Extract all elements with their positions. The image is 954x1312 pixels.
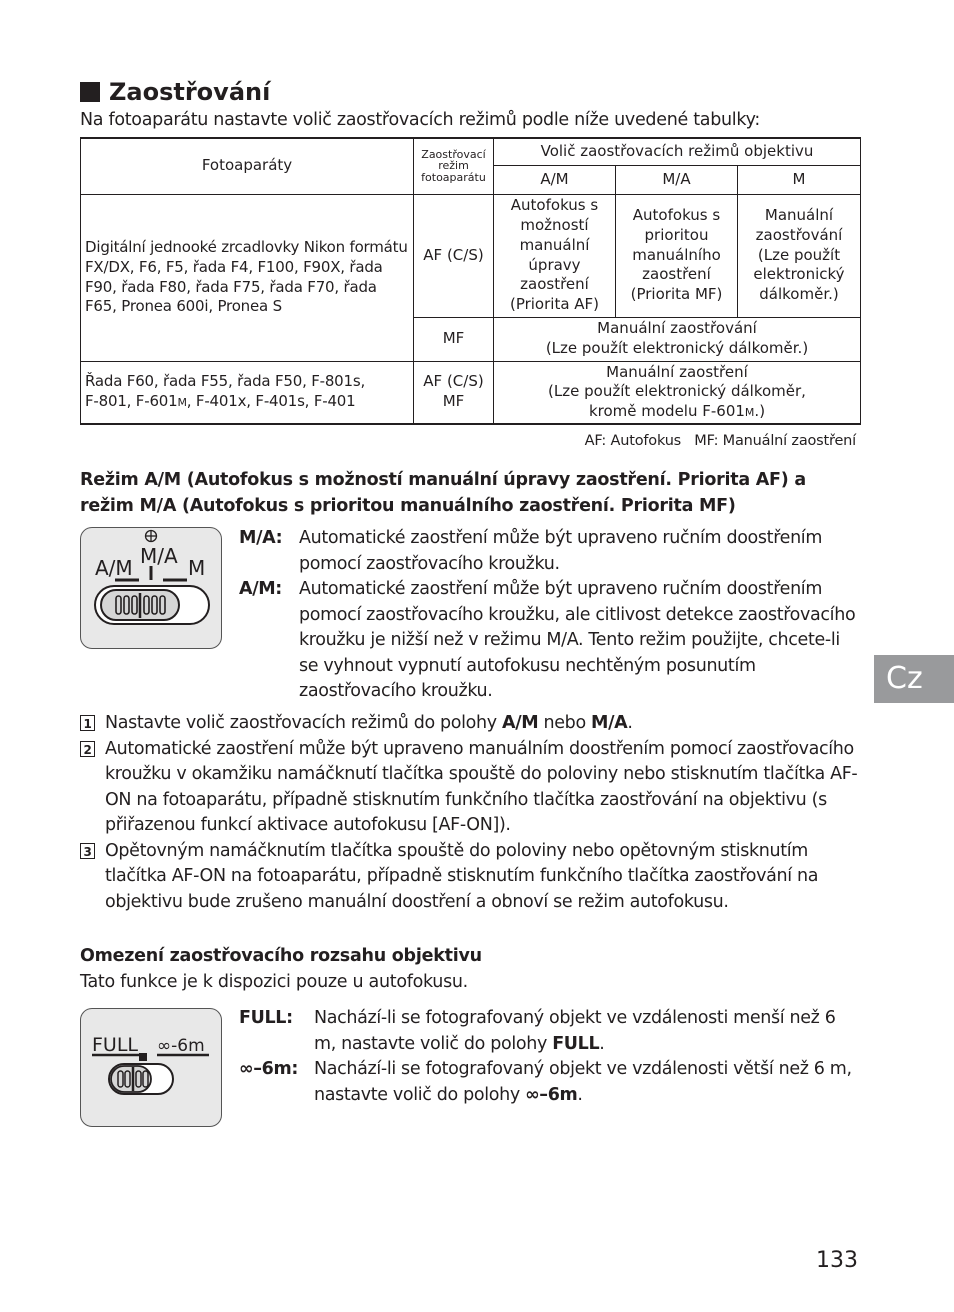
row2-text-3a: kromě modelu F-601 [588,402,745,421]
section-title-text: Zaostřování [109,78,271,106]
header-cameras: Fotoaparáty [81,138,414,194]
row2-text-3b: M [744,406,755,420]
step-1-text-d: M/A [591,713,628,733]
am-ma-heading [80,467,880,519]
intro-text: Na fotoaparátu nastavte volič zaostřovacích režimů podle níže uvedené tabulky: [80,110,760,130]
am-ma-heading-line2: režim M/A (Autofokus s prioritou manuálního zaostření. Priorita MF) [80,496,736,516]
def-full-text-b: FULL [552,1033,600,1054]
row2-cameras-text-b: M [177,396,187,410]
def-full-text-a: Nachází-li se fotografovaný objekt ve vzdálenosti menší než 6 m, nastavte volič do polohy [314,1008,836,1054]
def-ma [239,526,859,577]
row1-mf-line1: Manuální zaostřování [597,319,757,338]
def-am [239,577,859,705]
step-1-text-b: A/M [502,713,539,733]
def-ma-term: M/A: [239,528,283,548]
row2-mode-af: AF (C/S) [423,372,484,391]
language-tab: Cz [874,655,954,703]
table-legend: AF: Autofokus MF: Manuální zaostření [584,433,856,449]
header-ma: M/A [616,165,738,194]
def-inf-text [314,1057,859,1108]
header-m: M [738,165,861,194]
row1-mode-mf: MF [414,317,494,361]
header-am: A/M [494,165,616,194]
limit-text: Tato funkce je k dispozici pouze u autofokusu. [80,972,468,992]
row2-text-line2: (Lze použít elektronický dálkoměr, [548,382,806,401]
row1-mode-af: AF (C/S) [414,194,494,317]
step-number: 2 [80,741,95,757]
def-inf [239,1057,859,1108]
focus-limit-switch-illustration [80,1008,222,1127]
dial-label-am: A/M [95,556,133,580]
square-bullet-icon [80,82,100,102]
row2-mode-mf: MF [442,392,465,411]
def-inf-text-a: Nachází-li se fotografovaný objekt ve vzdálenosti větší než 6 m, nastavte volič do polohy [314,1059,852,1105]
steps-list [80,711,860,915]
compatibility-table [80,137,861,425]
row1-cameras: Digitální jednooké zrcadlovky Nikon formátu FX/DX, F6, F5, řada F4, F100, F90X, řada F90, řada F80, řada F75, řada F70, řada F65, Pronea 600i, Pronea S [81,194,414,361]
def-inf-text-c: . [577,1084,583,1105]
header-lens-switch: Volič zaostřovacích režimů objektivu [494,138,861,165]
limit-definitions [239,1006,859,1108]
row2-cameras-text-a: F-801, F-601 [85,392,178,411]
step-1-text-a: Nastavte volič zaostřovacích režimů do polohy [105,713,502,733]
row2-cameras-line1: Řada F60, řada F55, řada F50, F-801s, [85,372,366,391]
step-3-text: Opětovným namáčknutím tlačítka spouště do poloviny nebo opětovným stisknutím tlačítka AF-ON na fotoaparátu, případně stisknutím funkčního tlačítka zaostřování na objektivu bude zrušeno manuální doostření a obnoví se režim autofokusu. [105,840,819,912]
def-full-text [314,1006,859,1057]
def-inf-term: ∞–6m: [239,1059,298,1079]
row1-am: Autofokus s možností manuální úpravy zaostření (Priorita AF) [494,194,616,317]
section-title [80,78,270,106]
row1-ma: Autofokus s prioritou manuálního zaostření (Priorita MF) [616,194,738,317]
row1-mf-line2: (Lze použít elektronický dálkoměr.) [545,339,809,357]
def-am-term: A/M: [239,579,282,599]
step-number: 1 [80,715,95,731]
row2-cameras [81,361,414,424]
limit-heading: Omezení zaostřovacího rozsahu objektivu [80,946,482,966]
dial-label-full: FULL [92,1034,139,1056]
step-number: 3 [80,843,95,859]
row2-text-line1: Manuální zaostření [606,362,748,381]
page-number: 133 [816,1248,858,1273]
row2-cameras-line2 [85,392,410,412]
step-1-text-e: . [627,713,633,733]
step-3 [80,839,860,916]
row2-text-line3 [497,402,857,422]
def-full [239,1006,859,1057]
step-1-text-c: nebo [538,713,592,733]
step-1-text [105,711,860,737]
def-full-term: FULL: [239,1008,293,1028]
step-2-text: Automatické zaostření může být upraveno manuálním doostřením pomocí zaostřovacího kroužku v okamžiku namáčknutí tlačítka spouště do poloviny nebo stisknutím tlačítka AF-ON na fotoaparátu, případně stisknutím funkčního tlačítka zaostřování na objektivu (s přiřazenou funkcí aktivace autofokusu [AF-ON]). [105,738,858,835]
row2-cameras-text-c: , F-401x, F-401s, F-401 [186,392,356,411]
row2-mode [414,361,494,424]
focus-mode-switch-illustration [80,527,222,649]
dial-label-ma: M/A [140,544,178,568]
dial-label-m: M [188,556,206,580]
step-1 [80,711,860,737]
def-full-text-c: . [599,1033,605,1054]
header-camera-mode: Zaostřovací režim fotoaparátu [414,138,494,194]
def-am-text: Automatické zaostření může být upraveno ručním doostřením pomocí zaostřovacího kroužku, ale citlivost detekce zaostřovacího kroužku je nižší než v režimu M/A. Tento režim použijte, chcete-li se vyhnout vypnutí autofokusu nechtěným posunutím zaostřovacího kroužku. [299,579,856,701]
row1-m: Manuální zaostřování (Lze použít elektronický dálkoměr.) [738,194,861,317]
def-inf-text-b: ∞–6m [525,1084,578,1105]
row2-text-cell [494,361,861,424]
row1-mf-cell [494,317,861,361]
def-ma-text: Automatické zaostření může být upraveno ručním doostřením pomocí zaostřovacího kroužku. [299,528,823,574]
row2-text-3c: .) [754,402,766,421]
dial-label-inf: ∞-6m [157,1036,205,1056]
am-ma-heading-line1: Režim A/M (Autofokus s možností manuální úpravy zaostření. Priorita AF) a [80,470,806,490]
limit-switch-icon [81,1009,221,1126]
step-2 [80,737,860,839]
focus-switch-icon [81,528,221,648]
am-ma-definitions [239,526,859,705]
